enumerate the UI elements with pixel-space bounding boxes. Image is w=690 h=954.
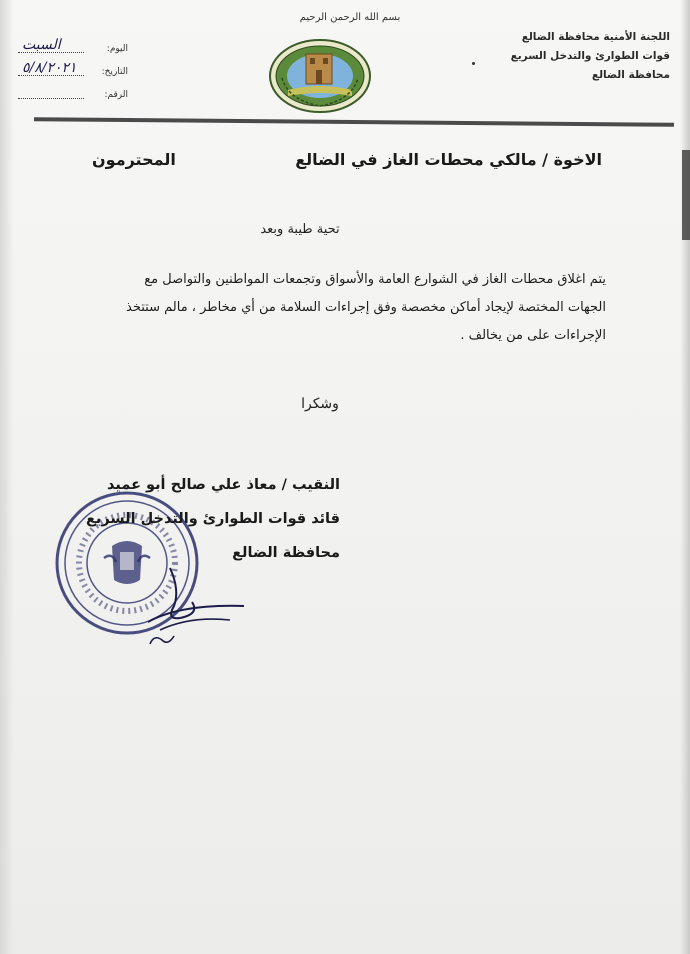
addressee: الاخوة / مالكي محطات الغاز في الضالع	[295, 150, 602, 169]
body-line-2: الجهات المختصة لإيجاد أماكن مخصصة وفق إجراءات السلامة من أي مخاطر ، مالم ستتخذ	[126, 300, 606, 315]
meta-date-label: التاريخ:	[101, 67, 128, 77]
meta-number-row	[18, 84, 128, 107]
meta-date-value: ٥/٨/٢٠٢١	[22, 60, 77, 76]
signatory-governorate: محافظة الضالع	[232, 545, 340, 561]
org-line-governorate: محافظة الضالع	[591, 69, 670, 81]
meta-number-label: الرقم:	[104, 90, 128, 100]
body-line-3: الإجراءات على من يخالف .	[460, 328, 606, 343]
meta-number-line	[18, 98, 84, 99]
emblem-logo	[268, 38, 372, 114]
respected-label: المحترمون	[92, 150, 176, 169]
scan-shadow-right	[680, 0, 690, 954]
addressee-line	[92, 150, 602, 178]
greeting: تحية طيبة وبعد	[260, 222, 340, 237]
meta-day-value: السبت	[22, 37, 61, 53]
signatory-title: قائد قوات الطوارئ والتدخل السريع	[86, 511, 340, 527]
letter-body	[40, 266, 606, 350]
handwritten-signature	[140, 560, 250, 650]
meta-day-label: اليوم:	[106, 44, 128, 54]
signatory-name: النقيب / معاذ علي صالح أبو عميد	[107, 477, 340, 493]
body-line-1: يتم اغلاق محطات الغاز في الشوارع العامة والأسواق وتجمعات المواطنين والتواصل مع	[144, 272, 606, 287]
org-line-forces: قوات الطوارئ والتدخل السريع	[510, 50, 670, 62]
bismillah: بسم الله الرحمن الرحيم	[299, 12, 401, 23]
meta-date-row	[18, 61, 128, 84]
scan-shadow-left	[0, 0, 14, 954]
header-divider	[34, 117, 674, 127]
closing-thanks: وشكرا	[301, 396, 339, 412]
letter-meta	[18, 38, 128, 107]
org-line-committee: اللجنة الأمنية محافظة الضالع	[521, 31, 670, 43]
organization-header	[480, 28, 670, 85]
signature-block	[40, 468, 340, 570]
decorative-dot	[472, 62, 475, 65]
scan-edge-mark	[682, 150, 690, 240]
